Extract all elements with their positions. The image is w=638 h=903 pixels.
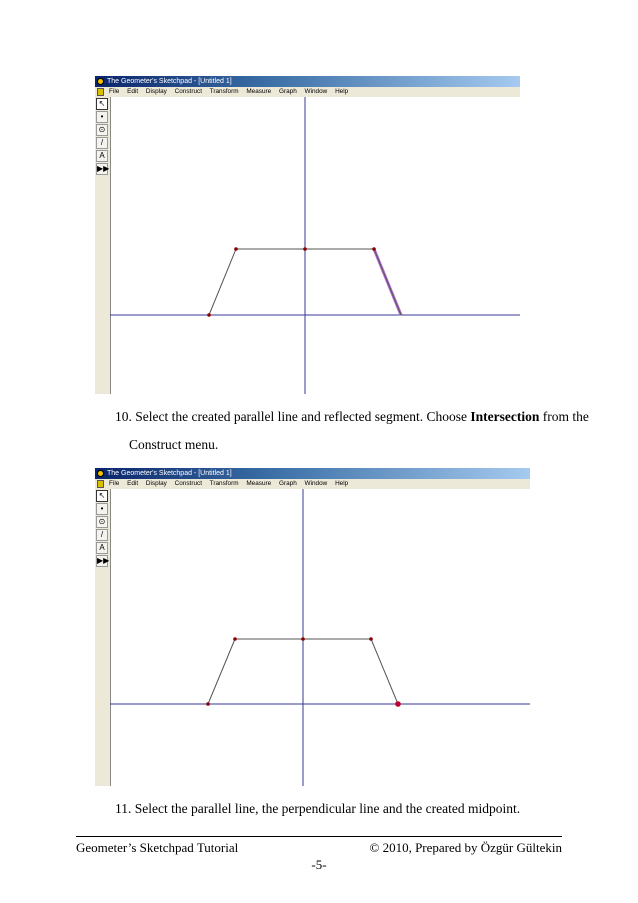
menu-graph[interactable]: Graph [279,480,297,487]
document-icon[interactable] [97,88,104,96]
intersection-point [395,701,401,707]
document-icon[interactable] [97,480,104,488]
step-10-line-1: 10. Select the created parallel line and reflected segment. Choose Intersection from the [115,409,589,424]
point [369,637,373,641]
text-tool[interactable]: A [96,542,108,554]
text-tool[interactable]: A [96,150,108,162]
menubar [95,87,520,97]
menu-transform[interactable]: Transform [209,480,239,487]
footer-copyright: © 2010, Prepared by Özgür Gültekin [369,840,562,855]
menu-help[interactable]: Help [335,480,349,487]
sketch-drawing [110,97,520,394]
step-11: 11. Select the parallel line, the perpendicular line and the created midpoint. [115,801,521,816]
sketchpad-window-2 [95,468,530,786]
compass-tool[interactable]: ⊙ [96,516,108,528]
menu-construct[interactable]: Construct [174,480,202,487]
compass-tool[interactable]: ⊙ [96,124,108,136]
toolbox [95,97,111,394]
menu-file[interactable]: File [109,88,120,95]
sketch-canvas[interactable] [110,489,530,786]
point [303,247,307,251]
point [372,247,376,251]
menu-measure[interactable]: Measure [246,88,272,95]
selection-arrow-tool[interactable]: ↖ [96,490,108,502]
sketch-drawing [110,489,530,786]
footer-title: Geometer’s Sketchpad Tutorial [76,840,239,855]
menu-file[interactable]: File [109,480,120,487]
window-title: The Geometer's Sketchpad - [Untitled 1] [107,470,232,477]
sketchpad-app-icon [97,78,104,85]
point [233,637,237,641]
sketchpad-app-icon [97,470,104,477]
intersection-keyword: Intersection [470,409,540,424]
menu-graph[interactable]: Graph [279,88,297,95]
menu-help[interactable]: Help [335,88,349,95]
reflected-segment [374,249,401,315]
trapezoid-left-side [208,639,235,704]
menubar [95,479,530,489]
point [234,247,238,251]
point-tool[interactable]: • [96,111,108,123]
point [207,313,211,317]
menu-window[interactable]: Window [304,88,328,95]
point-tool[interactable]: • [96,503,108,515]
footer-rule [76,836,562,837]
page-number: -5- [311,857,327,872]
sketch-canvas[interactable] [110,97,520,394]
selection-arrow-tool[interactable]: ↖ [96,98,108,110]
window-titlebar [95,468,530,479]
straightedge-tool[interactable]: / [96,137,108,149]
menu-edit[interactable]: Edit [127,88,139,95]
menu-construct[interactable]: Construct [174,88,202,95]
point [206,702,210,706]
menu-window[interactable]: Window [304,480,328,487]
custom-tool[interactable]: ▶▶ [97,164,110,173]
reflected-segment [371,639,398,704]
window-title: The Geometer's Sketchpad - [Untitled 1] [107,78,232,85]
point [301,637,305,641]
menu-edit[interactable]: Edit [127,480,139,487]
toolbox [95,489,111,786]
menu-transform[interactable]: Transform [209,88,239,95]
trapezoid-left-side [209,249,236,315]
straightedge-tool[interactable]: / [96,529,108,541]
step-10-line-2: Construct menu. [129,437,219,452]
sketchpad-window-1 [95,76,520,394]
custom-tool[interactable]: ▶▶ [97,556,110,565]
menu-display[interactable]: Display [145,480,167,487]
menu-display[interactable]: Display [145,88,167,95]
window-titlebar [95,76,520,87]
menu-measure[interactable]: Measure [246,480,272,487]
